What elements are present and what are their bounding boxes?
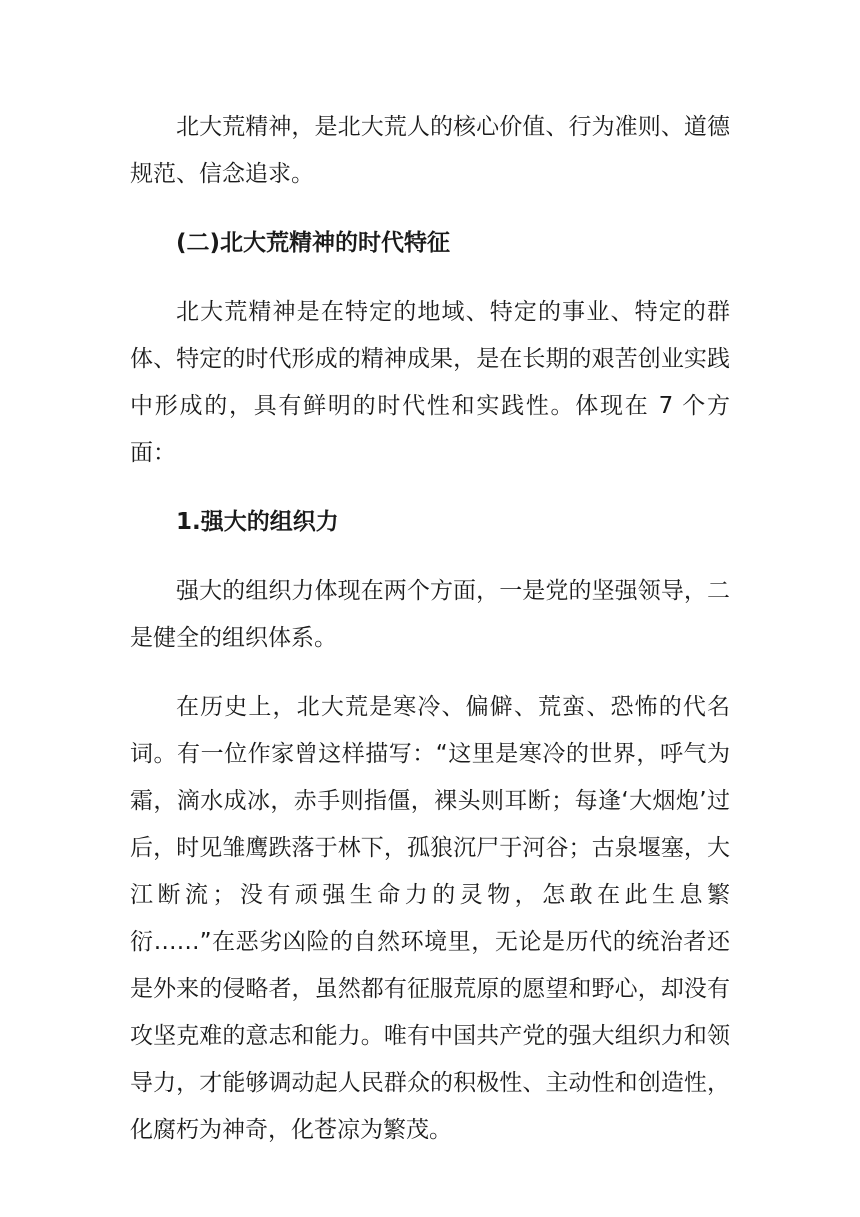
paragraph-organization-aspects: 强大的组织力体现在两个方面，一是党的坚强领导，二是健全的组织体系。 (130, 578, 730, 651)
paragraph-era-features: 北大荒精神是在特定的地域、特定的事业、特定的群体、特定的时代形成的精神成果，是在长期的艰苦创业实践中形成的，具有鲜明的时代性和实践性。体现在 7 个方面： (130, 299, 730, 466)
paragraph-history: 在历史上，北大荒是寒冷、偏僻、荒蛮、恐怖的代名词。有一位作家曾这样描写：“这里是寒冷的世界，呼气为霜，滴水成冰，赤手则指僵，裸头则耳断；每逢‘大烟炮’过后，时见雏鹰跌落于林下，孤狼沉尸于河谷；古泉堰塞，大江断流；没有顽强生命力的灵物，怎敢在此生息繁衍……”在恶劣凶险的自然环境里，无论是历代的统治者还是外来的侵略者，虽然都有征服荒原的愿望和野心，却没有攻坚克难的意志和能力。唯有中国共产党的强大组织力和领导力，才能够调动起人民群众的积极性、主动性和创造性，化腐朽为神奇，化苍凉为繁茂。 (130, 694, 730, 1143)
document-body (130, 104, 730, 1176)
paragraph-definition: 北大荒精神，是北大荒人的核心价值、行为准则、道德规范、信念追求。 (130, 114, 730, 187)
section-heading-era-features: (二)北大荒精神的时代特征 (176, 230, 451, 256)
subsection-heading-organization: 1.强大的组织力 (176, 509, 339, 535)
